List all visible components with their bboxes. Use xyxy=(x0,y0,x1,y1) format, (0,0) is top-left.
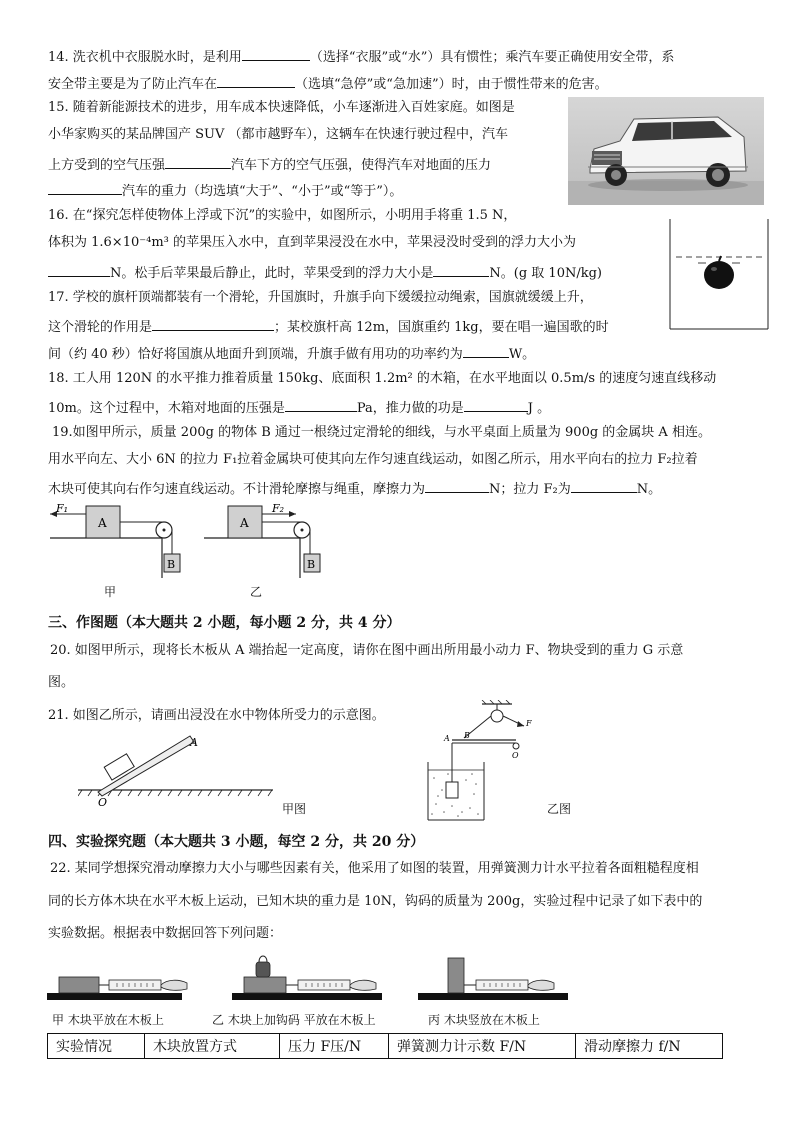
table-header-row xyxy=(48,1034,723,1059)
table-header-cell: 压力 F压/N xyxy=(280,1034,389,1059)
q17-text: 这个滑轮的作用是 xyxy=(48,320,153,335)
label-f: F xyxy=(526,719,532,728)
experiment-data-table xyxy=(47,1033,723,1059)
q22-line-1: 22. 某同学想探究滑动摩擦力大小与哪些因素有关，他采用了如图的装置，用弹簧测力计水平拉着各面粗糙程度相 xyxy=(50,861,699,876)
figure-caption-jia: 甲 xyxy=(104,585,117,599)
block-label-b: B xyxy=(307,558,316,571)
q16-line-1: 16. 在“探究怎样使物体上浮或下沉”的实验中，如图所示，小明用手将重 1.5 N， xyxy=(48,208,517,223)
block-label-b: B xyxy=(167,558,176,571)
incline-figure xyxy=(78,730,278,808)
q22-line-3: 实验数据。根据表中数据回答下列问题： xyxy=(48,926,283,941)
q15-text: 上方受到的空气压强 xyxy=(48,158,166,173)
q17-text: 间（约 40 秒）恰好将国旗从地面升到顶端，升旗手做有用功的功率约为 xyxy=(48,347,463,362)
answer-blank[interactable] xyxy=(152,317,274,331)
figure-caption-yi: 乙 xyxy=(250,585,263,599)
label-a: A xyxy=(190,736,198,749)
table-header-cell: 弹簧测力计示数 F/N xyxy=(389,1034,576,1059)
experiment-figure-bing xyxy=(418,950,578,1005)
q17-line-2 xyxy=(48,317,609,336)
q15-line-2: 小华家购买的某品牌国产 SUV （都市越野车），这辆车在快速行驶过程中，汽车 xyxy=(48,127,509,142)
section-3-title: 三、作图题（本大题共 2 小题，每小题 2 分，共 4 分） xyxy=(48,615,401,631)
answer-blank[interactable] xyxy=(165,155,231,169)
q21-line-1: 21. 如图乙所示，请画出浸没在水中物体所受力的示意图。 xyxy=(48,708,385,723)
q22-line-2: 同的长方体木块在水平木板上运动，已知木块的重力是 10N，钩码的质量为 200g，实验过程中记录了如下表中的 xyxy=(48,894,703,909)
experiment-figure-jia xyxy=(47,965,197,1005)
q17-line-3 xyxy=(48,344,535,363)
label-o: O xyxy=(512,751,519,760)
answer-blank[interactable] xyxy=(217,74,295,88)
answer-blank[interactable] xyxy=(48,181,122,195)
label-b: B xyxy=(464,731,470,740)
answer-blank[interactable] xyxy=(425,479,489,493)
table-header-cell: 木块放置方式 xyxy=(145,1034,280,1059)
q18-text: Pa，推力做的功是 xyxy=(356,401,464,416)
suv-photo xyxy=(568,97,764,205)
q18-line-1: 18. 工人用 120N 的水平推力推着质量 150kg、底面积 1.2m² 的木箱，在水平地面以 0.5m/s 的速度匀速直线移动 xyxy=(48,371,717,386)
answer-blank[interactable] xyxy=(464,398,528,412)
block-label-a: A xyxy=(98,516,107,530)
force-label-f1: F₁ xyxy=(56,502,69,515)
pulley-figure-jia xyxy=(50,502,190,582)
lever-tank-figure xyxy=(422,700,546,824)
q15-text: 汽车的重力（均选填“大于”、“小于”或“等于”）。 xyxy=(122,184,403,199)
q16-text: N。(g 取 10N/kg) xyxy=(489,266,602,281)
q18-text: J 。 xyxy=(527,401,551,416)
q14-text: （选填“急停”或“急加速”）时，由于惯性带来的危害。 xyxy=(295,77,608,92)
q17-line-1: 17. 学校的旗杆顶端都装有一个滑轮，升国旗时，升旗手向下缓缓拉动绳索，国旗就缓缓上升， xyxy=(48,290,593,305)
q14-line-1 xyxy=(48,47,674,66)
pulley-figure-yi xyxy=(204,502,344,582)
q14-line-2 xyxy=(48,74,608,93)
experiment-caption-jia: 甲 木块平放在木板上 xyxy=(52,1013,164,1027)
q18-text: 10m。这个过程中，木箱对地面的压强是 xyxy=(48,401,285,416)
q14-text: （选择“衣服”或“水”）具有惯性；乘汽车要正确使用安全带，系 xyxy=(309,50,675,65)
q19-text: N。 xyxy=(636,482,662,497)
q19-line-3 xyxy=(48,479,661,498)
q15-line-4 xyxy=(48,181,402,200)
q19-text: N；拉力 F₂为 xyxy=(489,482,571,497)
answer-blank[interactable] xyxy=(285,398,357,412)
label-a: A xyxy=(444,734,450,743)
table-header-cell: 滑动摩擦力 f/N xyxy=(576,1034,723,1059)
q19-line-2: 用水平向左、大小 6N 的拉力 F₁拉着金属块可使其向左作匀速直线运动，如图乙所示，用水平向右的拉力 F₂拉着 xyxy=(48,452,698,467)
q16-text: N。松手后苹果最后静止，此时，苹果受到的浮力大小是 xyxy=(110,266,434,281)
figure-caption-yi-tu: 乙图 xyxy=(547,802,572,816)
q16-line-3 xyxy=(48,263,602,282)
q19-line-1: 19.如图甲所示，质量 200g 的物体 B 通过一根绕过定滑轮的细线，与水平桌面上质量为 900g 的金属块 A 相连。 xyxy=(52,425,711,440)
q15-line-1: 15. 随着新能源技术的进步，用车成本快速降低，小车逐渐进入百姓家庭。如图是 xyxy=(48,100,515,115)
q20-line-1: 20. 如图甲所示，现将长木板从 A 端抬起一定高度，请你在图中画出所用最小动力 F、物块受到的重力 G 示意 xyxy=(50,643,684,658)
q17-text: W。 xyxy=(508,347,536,362)
q16-line-2: 体积为 1.6×10⁻⁴m³ 的苹果压入水中，直到苹果浸没在水中，苹果浸没时受到的浮力大小为 xyxy=(48,235,576,250)
answer-blank[interactable] xyxy=(433,263,489,277)
q14-text: 14. 洗衣机中衣服脱水时，是利用 xyxy=(48,50,242,65)
answer-blank[interactable] xyxy=(571,479,637,493)
answer-blank[interactable] xyxy=(242,47,310,61)
figure-caption-jia-tu: 甲图 xyxy=(282,802,307,816)
q18-line-2 xyxy=(48,398,550,417)
apple-beaker-figure xyxy=(668,219,770,331)
label-o: O xyxy=(98,796,108,808)
q20-line-2: 图。 xyxy=(48,675,75,690)
q14-text: 安全带主要是为了防止汽车在 xyxy=(48,77,218,92)
table-header-cell: 实验情况 xyxy=(48,1034,145,1059)
block-label-a: A xyxy=(240,516,249,530)
experiment-caption-bing: 丙 木块竖放在木板上 xyxy=(428,1013,540,1027)
q15-line-3 xyxy=(48,155,491,174)
answer-blank[interactable] xyxy=(48,263,110,277)
section-4-title: 四、实验探究题（本大题共 3 小题，每空 2 分，共 20 分） xyxy=(48,834,425,850)
q17-text: ；某校旗杆高 12m，国旗重约 1kg，要在唱一遍国歌的时 xyxy=(274,320,609,335)
q19-text: 木块可使其向右作匀速直线运动。不计滑轮摩擦与绳重，摩擦力为 xyxy=(48,482,426,497)
experiment-figure-yi xyxy=(232,950,392,1005)
experiment-caption-yi: 乙 木块上加钩码 平放在木板上 xyxy=(212,1013,376,1027)
answer-blank[interactable] xyxy=(463,344,509,358)
q15-text: 汽车下方的空气压强，使得汽车对地面的压力 xyxy=(231,158,492,173)
force-label-f2: F₂ xyxy=(272,502,285,515)
